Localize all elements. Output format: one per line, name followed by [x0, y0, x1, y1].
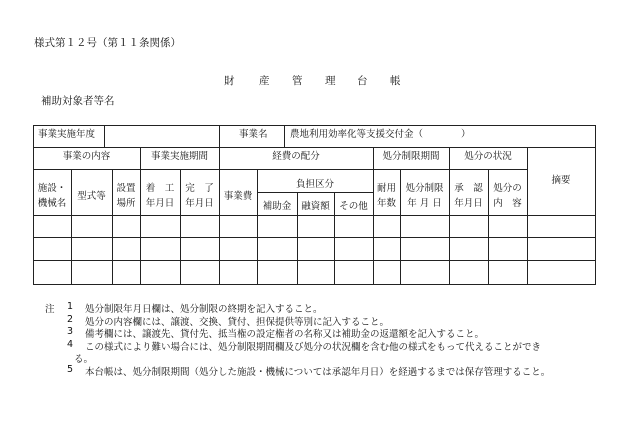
useful-life-label-2: 年数: [376, 198, 396, 209]
table-rule: [33, 125, 596, 126]
table-rule: [112, 169, 113, 285]
title-char: 産: [259, 75, 270, 87]
fiscal-year-label: 事業実施年度: [38, 129, 96, 140]
header-disposal-status: 処分の状況: [464, 151, 512, 162]
table-rule: [33, 125, 34, 285]
table-rule: [527, 169, 528, 285]
approval-date-label-1: 承 認: [454, 183, 483, 194]
table-rule: [257, 169, 258, 285]
note-number: 5: [67, 363, 74, 375]
install-label-1: 設置: [116, 183, 136, 194]
form-number: 様式第１２号（第１１条関係）: [34, 37, 181, 49]
note-number: 3: [67, 326, 74, 337]
table-rule: [71, 169, 72, 285]
limit-date-label-2: 年 月 日: [407, 198, 442, 209]
start-label-2: 年月日: [145, 198, 175, 209]
table-rule: [284, 125, 285, 148]
header-disposal-period: 処分制限期間: [382, 151, 440, 162]
title-char: 帳: [390, 75, 401, 87]
table-rule: [373, 147, 374, 170]
note-text: 処分の内容欄には、譲渡、交換、貸付、担保提供等別に記入すること。: [85, 316, 390, 328]
useful-life-label-1: 耐用: [376, 183, 396, 194]
table-rule: [219, 169, 220, 285]
facility-label-1: 施設・: [37, 183, 67, 194]
table-rule: [33, 169, 528, 170]
title-char: 財: [224, 75, 235, 87]
table-rule: [257, 192, 374, 193]
table-rule: [33, 147, 596, 148]
disposal-content-label-2: 内 容: [493, 198, 522, 209]
limit-date-label-1: 処分制限: [405, 183, 444, 194]
note-number: 4: [67, 338, 74, 350]
disposal-content-label-1: 処分の: [493, 183, 522, 194]
install-label-2: 場所: [116, 198, 136, 209]
title-char: 理: [325, 75, 336, 87]
property-ledger-table: [33, 125, 595, 284]
table-rule: [297, 192, 298, 285]
note-text: この様式により難い場合には、処分制限期間欄及び処分の状況欄を含む他の様式をもって代えることができ: [85, 341, 542, 353]
approval-date-label-2: 年月日: [454, 198, 483, 209]
other-label: その他: [339, 201, 368, 212]
project-cost-label: 事業費: [223, 191, 253, 202]
table-rule: [488, 169, 489, 285]
table-rule: [219, 125, 220, 148]
burden-label: 負担区分: [295, 179, 334, 190]
notes-prefix: 注: [45, 304, 55, 315]
table-rule: [140, 169, 141, 285]
note-text: る。: [74, 354, 94, 365]
note-text: 備考欄には、譲渡先、貸付先、抵当権の設定権者の名称又は補助金の返還額を記入すること。: [85, 329, 485, 340]
table-rule: [33, 237, 596, 238]
title-char: 管: [292, 75, 303, 87]
header-business-content: 事業の内容: [62, 151, 111, 162]
title-char: 台: [357, 75, 368, 87]
facility-label-2: 機械名: [37, 198, 67, 209]
table-rule: [33, 284, 596, 285]
note-text: 本台帳は、処分制限期間（処分した施設・機械については承認年月日）を経過するまでは保存管理すること。: [85, 366, 551, 378]
table-rule: [334, 192, 335, 285]
table-rule: [180, 169, 181, 285]
table-rule: [219, 147, 220, 170]
table-rule: [400, 169, 401, 285]
table-rule: [33, 215, 596, 216]
model-label: 型式等: [77, 191, 106, 202]
table-rule: [373, 169, 374, 285]
header-expense-allocation: 経費の配分: [272, 151, 320, 162]
note-number: 1: [67, 301, 74, 312]
finish-label-1: 完 了: [185, 183, 214, 194]
table-rule: [104, 125, 105, 148]
table-rule: [140, 147, 141, 170]
subject-name-label: 補助対象者等名: [41, 95, 115, 107]
table-rule: [449, 147, 450, 170]
note-text: 処分制限年月日欄は、処分制限の終期を記入すること。: [85, 304, 323, 315]
header-implementation-period: 事業実施期間: [150, 151, 208, 162]
table-rule: [527, 147, 528, 170]
header-summary: 摘要: [551, 175, 571, 186]
project-name-label: 事業名: [239, 129, 268, 140]
project-name-value: 農地利用効率化等支援交付金（ ）: [290, 129, 471, 140]
note-number: 2: [67, 313, 74, 325]
start-label-1: 着 工: [145, 183, 175, 194]
loan-label: 融資額: [301, 201, 330, 212]
finish-label-2: 年月日: [185, 198, 214, 209]
table-rule: [33, 260, 596, 261]
subsidy-label: 補助金: [262, 201, 292, 212]
table-rule: [449, 169, 450, 285]
table-rule: [595, 125, 596, 285]
